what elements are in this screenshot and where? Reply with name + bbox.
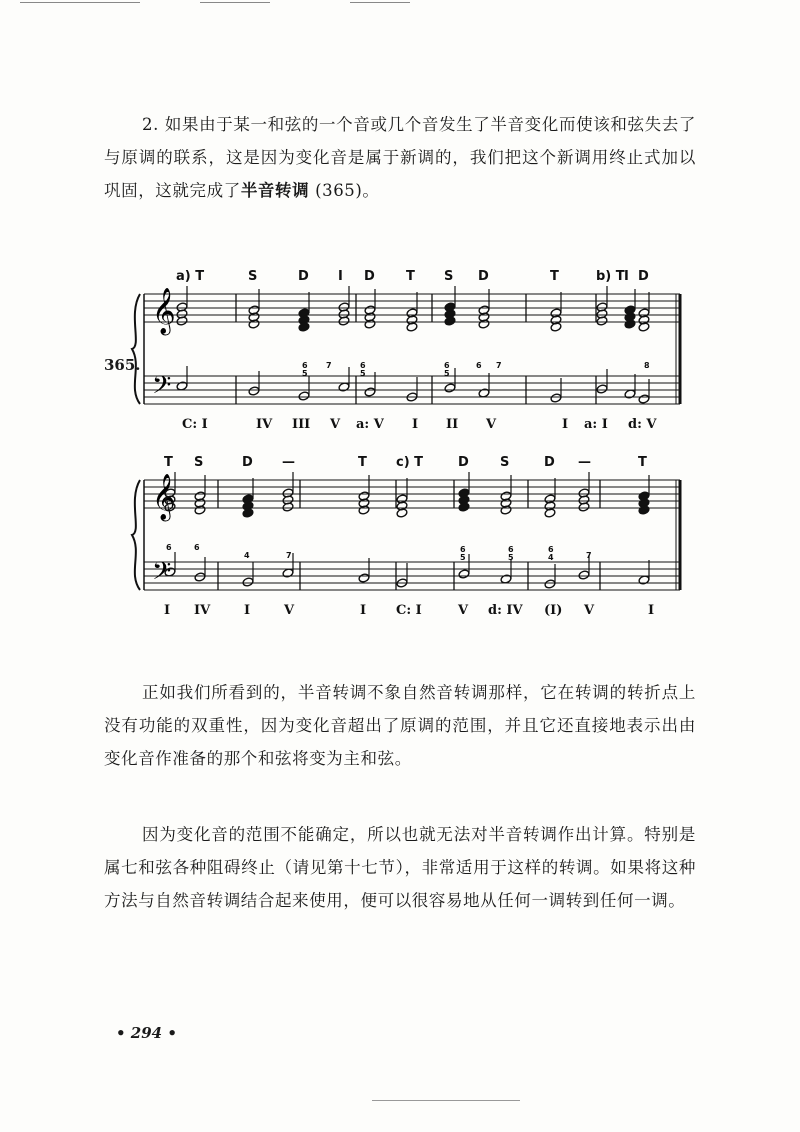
music-example (124, 268, 690, 620)
bass-note (364, 387, 376, 397)
function-label: I (624, 269, 629, 284)
paragraph-calculation: 因为变化音的范围不能确定，所以也就无法对半音转调作出计算。特别是属七和弦各种阻碍终止（请见第十七节），非常适用于这样的转调。如果将这种方法与自然音转调结合起来使用，便可以很容易地从任何一调转到任何一调。 (104, 825, 696, 910)
function-label: — (282, 455, 295, 470)
function-label: D (638, 269, 649, 284)
function-label: D (458, 455, 469, 470)
degree-label: C: I (182, 417, 208, 432)
function-label: T (358, 455, 367, 470)
bass-note (248, 386, 260, 396)
degree-label: II (446, 417, 459, 432)
function-label: T (550, 269, 559, 284)
figured-bass-label: 4 (548, 553, 554, 562)
bass-note (544, 579, 556, 589)
figured-bass-label: 7 (586, 551, 592, 560)
bass-note (550, 393, 562, 403)
degree-label: d: IV (488, 603, 523, 618)
degree-label: a: V (356, 417, 384, 432)
figured-bass-label: 6 (476, 361, 482, 370)
function-label: S (248, 269, 258, 284)
function-label: I (338, 269, 343, 284)
degree-label: d: V (628, 417, 657, 432)
degree-label: I (562, 417, 569, 432)
bass-note (444, 383, 456, 393)
bass-note (638, 394, 650, 404)
degree-label: V (330, 417, 341, 432)
bass-note (194, 572, 206, 582)
figured-bass-label: 6 (166, 543, 172, 552)
system-1-treble-clef: 𝄞 (152, 288, 176, 334)
degree-label: V (284, 603, 295, 618)
function-label: S (500, 455, 510, 470)
figured-bass-label: 7 (286, 551, 292, 560)
figured-bass-label: 6 (508, 545, 514, 554)
degree-label: I (164, 603, 171, 618)
function-label: S (444, 269, 454, 284)
header-rule-3 (350, 2, 410, 3)
figured-bass-label: 5 (302, 369, 308, 378)
header-rule-1 (20, 2, 140, 3)
figured-bass-label: 4 (244, 551, 250, 560)
figured-bass-label: 7 (496, 361, 502, 370)
bass-note (298, 391, 310, 401)
function-label: T (638, 455, 647, 470)
degree-label: (I) (544, 603, 563, 618)
function-label: D (478, 269, 489, 284)
figured-bass-label: 5 (460, 553, 466, 562)
paragraph-chromatic-modulation (104, 108, 696, 207)
function-label: S (194, 455, 204, 470)
term-chromatic-modulation: 半音转调 (240, 181, 310, 200)
function-label: a) T (176, 269, 205, 284)
system-2-brace (132, 480, 140, 590)
degree-label: V (458, 603, 469, 618)
degree-label: C: I (396, 603, 422, 618)
figured-bass-label: 6 (548, 545, 554, 554)
system-1-bass-clef: 𝄢 (152, 371, 172, 406)
example-number: 365. (104, 356, 141, 374)
degree-label: V (486, 417, 497, 432)
music-system-1 (132, 269, 680, 432)
system-1-brace (132, 294, 140, 404)
bass-note (242, 577, 254, 587)
degree-label: IV (256, 417, 273, 432)
header-rule-2 (200, 2, 270, 3)
function-label: T (406, 269, 415, 284)
degree-label: III (292, 417, 311, 432)
function-label: b) T (596, 269, 625, 284)
footer-rule (372, 1100, 520, 1101)
figured-bass-label: 8 (644, 361, 650, 370)
figured-bass-label: 6 (302, 361, 308, 370)
degree-label: I (648, 603, 655, 618)
function-label: T (164, 455, 173, 470)
degree-label: a: I (584, 417, 608, 432)
bass-note (458, 569, 470, 579)
bass-note (358, 573, 370, 583)
system-2-bass-clef: 𝄢 (152, 557, 172, 592)
figured-bass-label: 5 (508, 553, 514, 562)
degree-label: I (244, 603, 251, 618)
degree-label: IV (194, 603, 211, 618)
figured-bass-label: 5 (360, 369, 366, 378)
degree-label: V (584, 603, 595, 618)
function-label: D (298, 269, 309, 284)
figured-bass-label: 6 (460, 545, 466, 554)
figured-bass-label: 6 (360, 361, 366, 370)
degree-label: I (360, 603, 367, 618)
function-label: D (364, 269, 375, 284)
music-system-2 (132, 455, 680, 618)
function-label: c) T (396, 455, 424, 470)
figured-bass-label: 5 (444, 369, 450, 378)
system-2-treble-clef: 𝄞 (152, 474, 176, 520)
figured-bass-label: 6 (444, 361, 450, 370)
function-label: — (578, 455, 591, 470)
degree-label: I (412, 417, 419, 432)
bass-note (596, 384, 608, 394)
paragraph1-text: 2. 如果由于某一和弦的一个音或几个音发生了半音变化而使该和弦失去了与原调的联系，这是因为变化音是属于新调的，我们把这个新调用终止式加以巩固，这就完成了 (104, 115, 696, 200)
figured-bass-label: 6 (194, 543, 200, 552)
paragraph1-ref: (365)。 (309, 181, 380, 200)
bass-note (578, 570, 590, 580)
function-label: D (544, 455, 555, 470)
figured-bass-label: 7 (326, 361, 332, 370)
paragraph-comparison: 正如我们所看到的，半音转调不象自然音转调那样，它在转调的转折点上没有功能的双重性，因为变化音超出了原调的范围，并且它还直接地表示出由变化音作准备的那个和弦将变为主和弦。 (104, 683, 696, 768)
page-number: • 294 • (116, 1024, 177, 1042)
function-label: D (242, 455, 253, 470)
